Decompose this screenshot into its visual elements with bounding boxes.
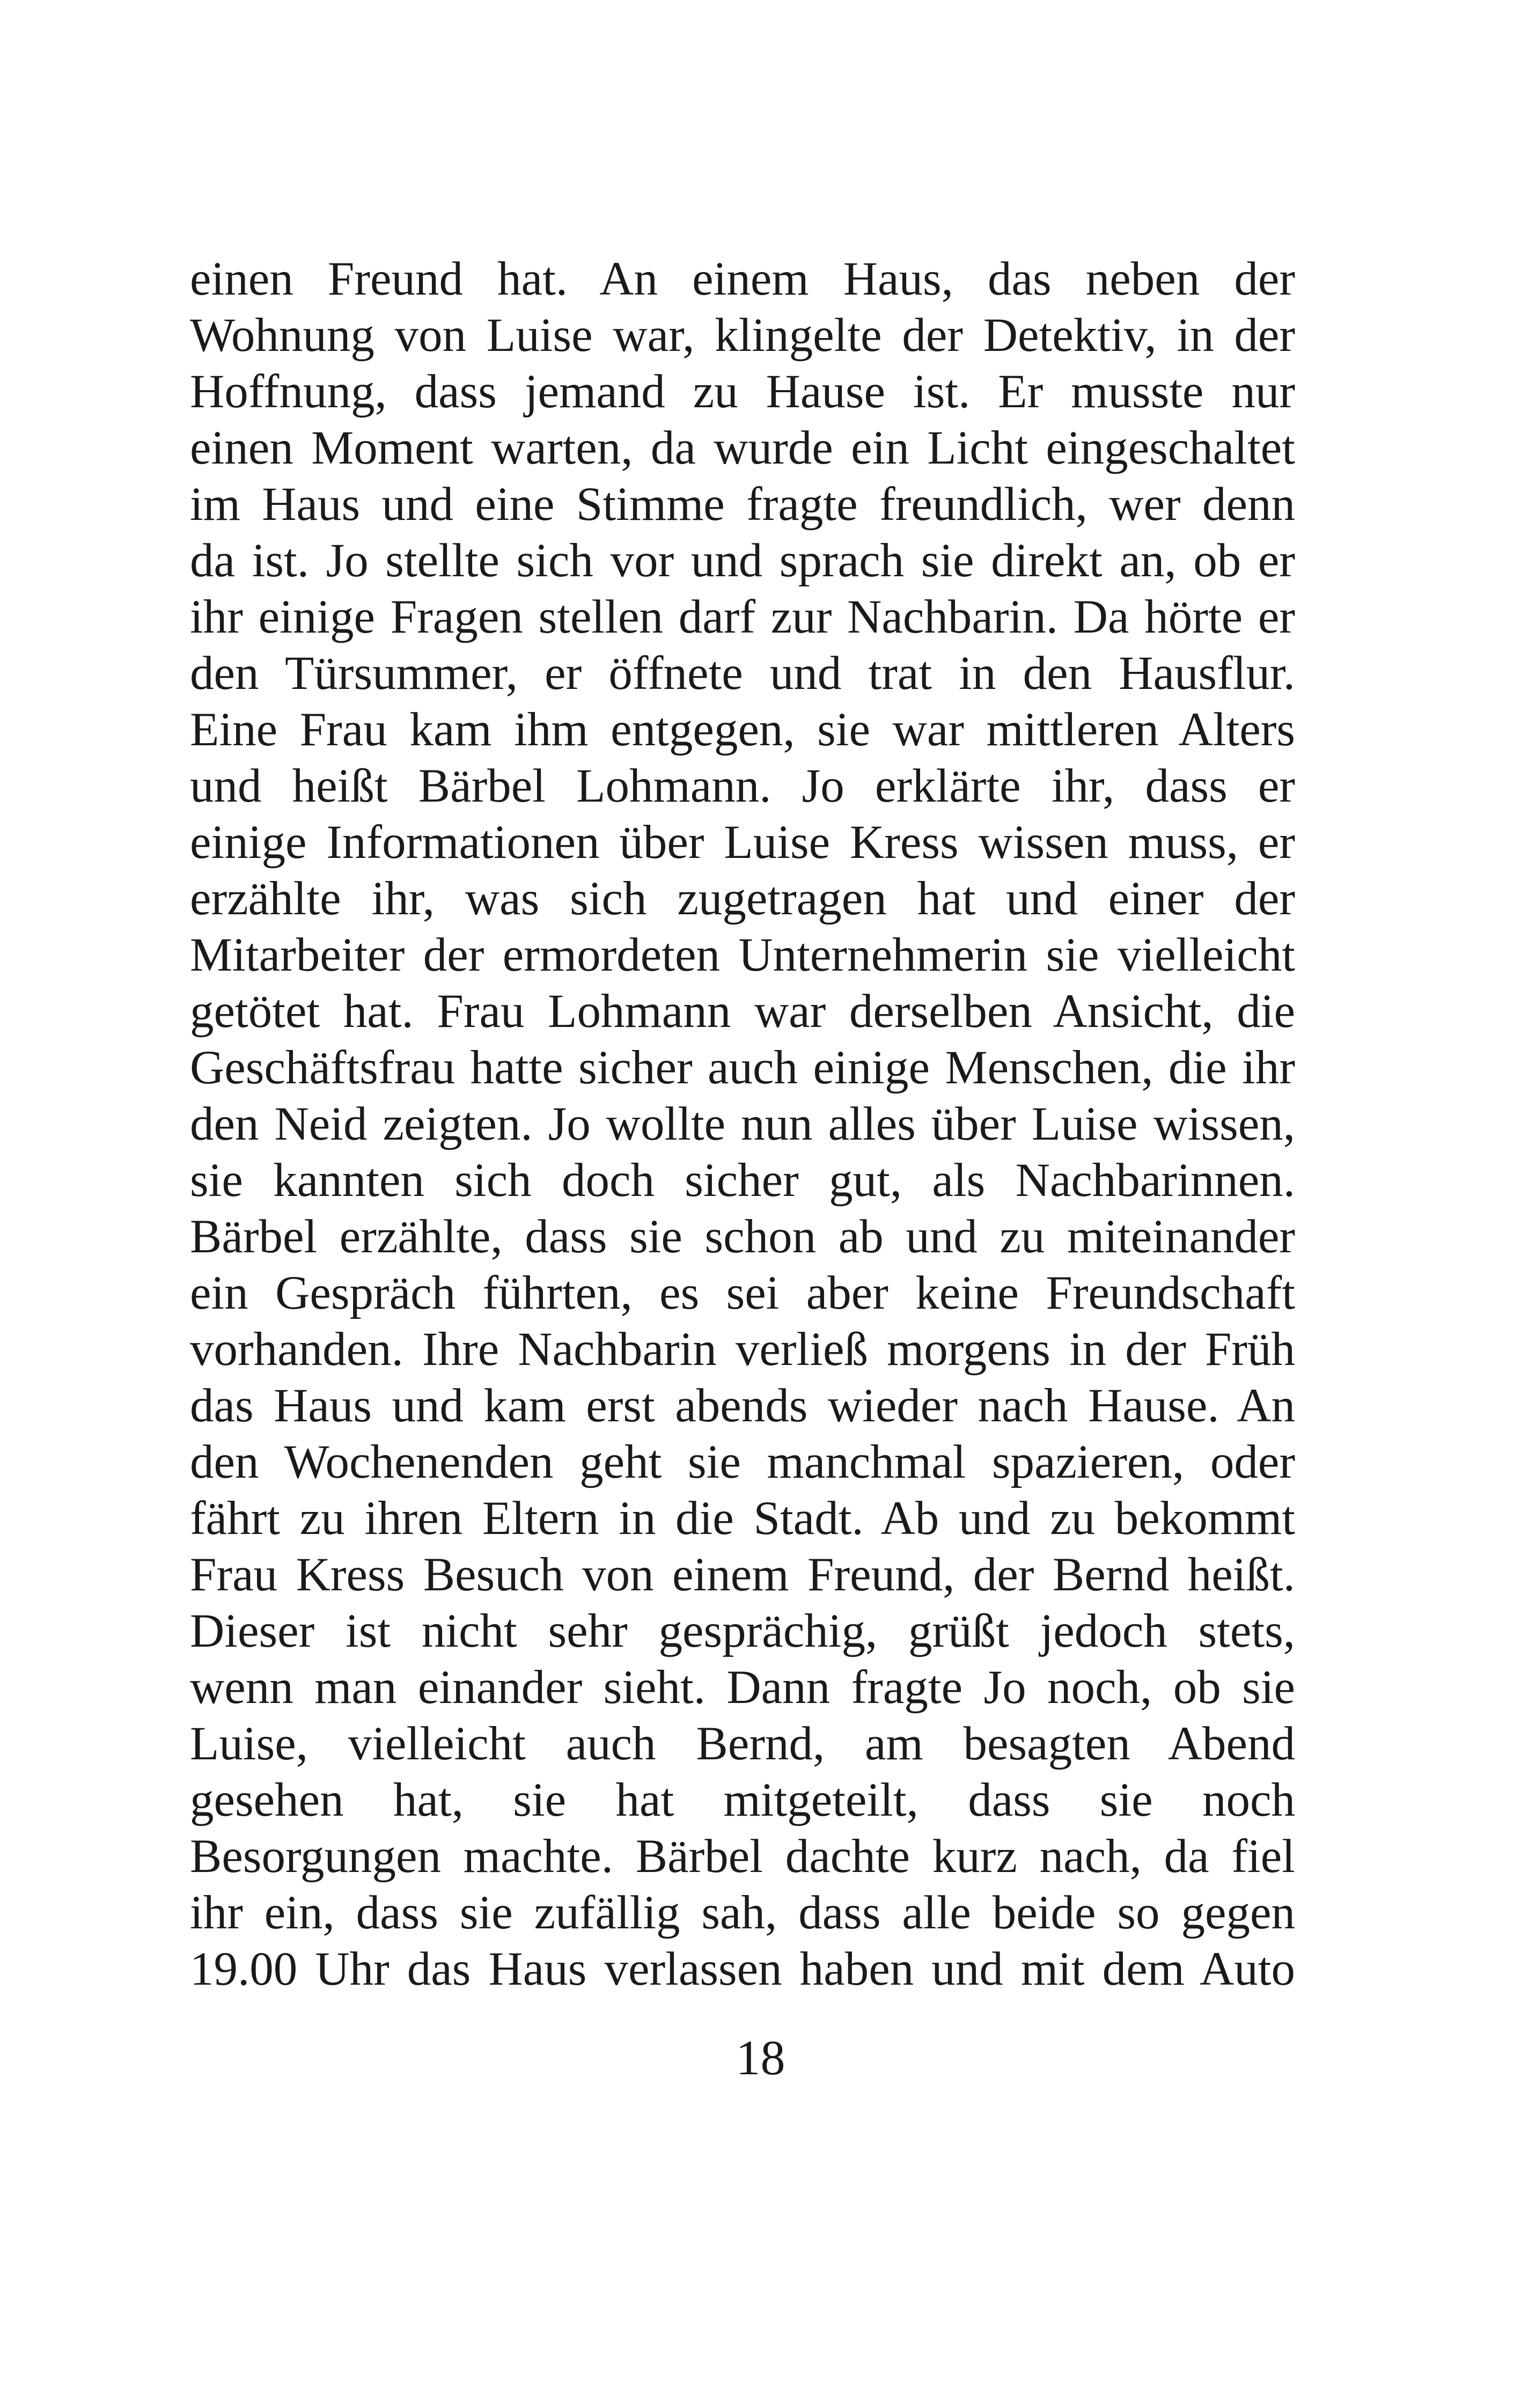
text-line: Wohnung von Luise war, klingelte der Detektiv, in der — [190, 309, 1295, 362]
text-line: ein Gespräch führten, es sei aber keine Freundschaft — [190, 1267, 1295, 1319]
text-line: einen Freund hat. An einem Haus, das neben der — [190, 253, 1295, 305]
text-line: Dieser ist nicht sehr gesprächig, grüßt jedoch stets, — [190, 1605, 1295, 1657]
text-line: gesehen hat, sie hat mitgeteilt, dass sie noch — [190, 1774, 1295, 1826]
text-line: den Türsummer, er öffnete und trat in den Hausflur. — [190, 647, 1295, 700]
text-line: den Wochenenden geht sie manchmal spazieren, oder — [190, 1436, 1295, 1488]
text-line: Hoffnung, dass jemand zu Hause ist. Er musste nur — [190, 365, 1295, 418]
page-number: 18 — [736, 2030, 785, 2085]
text-line: das Haus und kam erst abends wieder nach Hause. An — [190, 1379, 1295, 1432]
text-line: ihr ein, dass sie zufällig sah, dass alle beide so gegen — [190, 1886, 1295, 1939]
body-text — [190, 251, 1295, 1998]
text-line: erzählte ihr, was sich zugetragen hat und einer der — [190, 872, 1295, 925]
text-line: den Neid zeigten. Jo wollte nun alles über Luise wissen, — [190, 1098, 1295, 1150]
text-line: Geschäftsfrau hatte sicher auch einige Menschen, die ihr — [190, 1041, 1295, 1094]
text-line: vorhanden. Ihre Nachbarin verließ morgens in der Früh — [190, 1323, 1295, 1376]
text-line: 19.00 Uhr das Haus verlassen haben und mit dem Auto — [190, 1943, 1295, 1995]
text-line: Eine Frau kam ihm entgegen, sie war mittleren Alters — [190, 703, 1295, 756]
text-line: fährt zu ihren Eltern in die Stadt. Ab und zu bekommt — [190, 1492, 1295, 1545]
text-line: Besorgungen machte. Bärbel dachte kurz nach, da fiel — [190, 1830, 1295, 1883]
text-line: einen Moment warten, da wurde ein Licht eingeschaltet — [190, 422, 1295, 474]
text-line: Mitarbeiter der ermordeten Unternehmerin sie vielleicht — [190, 929, 1295, 981]
text-line: einige Informationen über Luise Kress wissen muss, er — [190, 816, 1295, 869]
text-line: ihr einige Fragen stellen darf zur Nachbarin. Da hörte er — [190, 591, 1295, 643]
text-line: und heißt Bärbel Lohmann. Jo erklärte ihr, dass er — [190, 760, 1295, 812]
text-line: sie kannten sich doch sicher gut, als Nachbarinnen. — [190, 1154, 1295, 1207]
text-line: im Haus und eine Stimme fragte freundlich, wer denn — [190, 478, 1295, 531]
text-line: wenn man einander sieht. Dann fragte Jo noch, ob sie — [190, 1661, 1295, 1714]
text-line: Bärbel erzählte, dass sie schon ab und zu miteinander — [190, 1210, 1295, 1263]
text-line: da ist. Jo stellte sich vor und sprach sie direkt an, ob er — [190, 534, 1295, 587]
text-line: getötet hat. Frau Lohmann war derselben Ansicht, die — [190, 985, 1295, 1038]
text-line: Frau Kress Besuch von einem Freund, der Bernd heißt. — [190, 1548, 1295, 1601]
text-line: Luise, vielleicht auch Bernd, am besagten Abend — [190, 1717, 1295, 1770]
